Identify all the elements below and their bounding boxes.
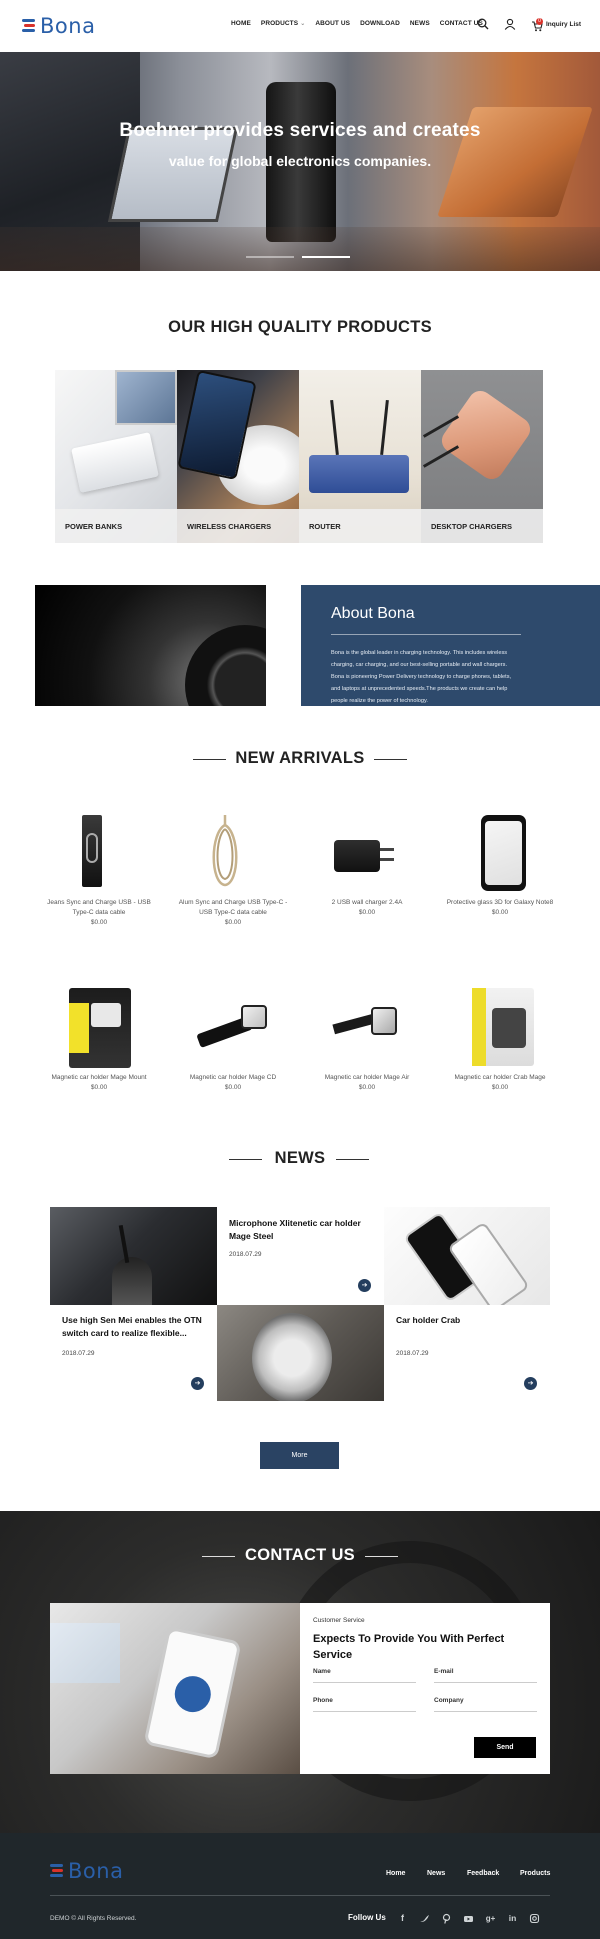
- phone-field[interactable]: Phone: [313, 1697, 416, 1712]
- nav-news[interactable]: NEWS: [409, 20, 430, 27]
- footer-link-home[interactable]: Home: [386, 1870, 406, 1877]
- footer-link-feedback[interactable]: Feedback: [467, 1870, 500, 1877]
- product-name: Alum Sync and Charge USB Type-C - USB Type-C data cable: [178, 899, 288, 916]
- product-price: $0.00: [358, 909, 376, 916]
- product-card[interactable]: [178, 1073, 288, 1093]
- product-card[interactable]: [44, 898, 154, 928]
- news-image-phones[interactable]: [384, 1207, 550, 1305]
- site-footer: [0, 1833, 600, 1939]
- product-card[interactable]: [312, 898, 422, 918]
- slider-dot-1[interactable]: [246, 256, 294, 258]
- product-category-wireless-chargers[interactable]: [177, 370, 299, 543]
- product-name: Protective glass 3D for Galaxy Note8: [446, 899, 554, 906]
- about-divider: [331, 634, 521, 635]
- main-nav: [231, 20, 493, 27]
- customer-service-label: Customer Service: [313, 1617, 365, 1624]
- contact-image: [50, 1603, 300, 1774]
- logo[interactable]: [22, 14, 95, 38]
- product-name: Magnetic car holder Mage Air: [324, 1074, 410, 1081]
- phone-screen: [485, 821, 522, 885]
- logo-text: Bona: [40, 14, 96, 38]
- news-title[interactable]: Use high Sen Mei enables the OTN switch card to realize flexible...: [62, 1315, 202, 1338]
- product-card[interactable]: [445, 1073, 555, 1093]
- product-name: 2 USB wall charger 2.4A: [331, 899, 403, 906]
- product-label: WIRELESS CHARGERS: [177, 509, 299, 543]
- logo-mark-icon: [50, 1863, 63, 1879]
- title-line-right: [374, 759, 407, 760]
- news-date: 2018.07.29: [396, 1350, 429, 1357]
- product-price: $0.00: [491, 1084, 509, 1091]
- product-category-desktop-chargers[interactable]: [421, 370, 543, 543]
- survey-badge: [171, 1673, 214, 1716]
- product-category-router[interactable]: [299, 370, 421, 543]
- product-thumb-wall-charger[interactable]: [334, 838, 396, 874]
- news-title[interactable]: Car holder Crab: [396, 1315, 461, 1325]
- product-name: Jeans Sync and Charge USB - USB Type-C data cable: [47, 899, 151, 916]
- news-title[interactable]: Microphone Xlitenetic car holder Mage Steel: [229, 1218, 361, 1241]
- user-icon[interactable]: [504, 18, 516, 30]
- news-card-1[interactable]: [217, 1207, 384, 1305]
- twitter-icon[interactable]: [419, 1913, 430, 1924]
- footer-logo[interactable]: [50, 1859, 123, 1883]
- product-price: $0.00: [491, 909, 509, 916]
- cable-coil-icon: [205, 813, 245, 893]
- product-thumb-protective-glass[interactable]: [481, 815, 526, 891]
- instagram-icon[interactable]: [529, 1913, 540, 1924]
- footer-divider: [50, 1895, 550, 1896]
- pinterest-icon[interactable]: [441, 1913, 452, 1924]
- products-section-title: OUR HIGH QUALITY PRODUCTS: [168, 318, 432, 336]
- search-icon[interactable]: [477, 18, 489, 30]
- product-category-power-banks[interactable]: [55, 370, 177, 543]
- arrow-right-icon[interactable]: ➔: [358, 1279, 371, 1292]
- news-section-title: NEWS: [274, 1149, 326, 1167]
- linkedin-icon[interactable]: in: [508, 1913, 517, 1923]
- contact-form: [300, 1603, 550, 1774]
- arrivals-section-title: NEW ARRIVALS: [235, 749, 365, 767]
- about-image: [35, 585, 266, 706]
- facebook-icon[interactable]: f: [401, 1913, 404, 1923]
- footer-link-news[interactable]: News: [427, 1870, 446, 1877]
- nav-about-us[interactable]: ABOUT US: [315, 20, 351, 27]
- contact-section-title: CONTACT US: [245, 1546, 355, 1564]
- product-thumb-jeans-cable[interactable]: [82, 815, 102, 887]
- arrow-right-icon[interactable]: ➔: [524, 1377, 537, 1390]
- send-button[interactable]: Send: [474, 1737, 536, 1758]
- package-accent: [69, 1003, 89, 1053]
- youtube-icon[interactable]: [463, 1913, 474, 1924]
- power-bank-image: [71, 432, 159, 493]
- product-name: Magnetic car holder Mage CD: [189, 1074, 277, 1081]
- follow-us-label: Follow Us: [348, 1913, 386, 1922]
- nav-contact-us[interactable]: CONTACT US: [439, 20, 483, 27]
- product-label: POWER BANKS: [55, 509, 177, 543]
- nav-home[interactable]: HOME: [231, 20, 251, 27]
- news-date: 2018.07.29: [62, 1350, 95, 1357]
- inquiry-list-link[interactable]: Inquiry List: [546, 21, 582, 28]
- product-price: $0.00: [90, 919, 108, 926]
- holder-image: [492, 1008, 526, 1048]
- title-line-right: [365, 1556, 398, 1557]
- about-title: About Bona: [331, 605, 415, 622]
- news-card-2[interactable]: [50, 1305, 217, 1403]
- product-name: Magnetic car holder Crab Mage: [454, 1074, 546, 1081]
- product-card[interactable]: [312, 1073, 422, 1093]
- cable-image: [119, 1225, 130, 1263]
- footer-link-products[interactable]: Products: [520, 1870, 551, 1877]
- cable-coil: [86, 833, 98, 863]
- news-date: 2018.07.29: [229, 1251, 262, 1258]
- nav-download[interactable]: DOWNLOAD: [360, 20, 400, 27]
- charger-body: [334, 840, 380, 872]
- phone-image: [143, 1627, 241, 1760]
- product-card[interactable]: [44, 1073, 154, 1093]
- cart-count-badge: 0: [536, 18, 543, 25]
- product-label: ROUTER: [299, 509, 421, 543]
- prong: [380, 858, 394, 861]
- magnet-head: [371, 1007, 397, 1035]
- papers-image: [50, 1623, 120, 1683]
- product-price: $0.00: [224, 919, 242, 926]
- arrow-right-icon[interactable]: ➔: [191, 1377, 204, 1390]
- product-name: Magnetic car holder Mage Mount: [51, 1074, 147, 1081]
- title-line-right: [336, 1159, 369, 1160]
- product-card[interactable]: [178, 898, 288, 928]
- about-panel: [301, 585, 600, 706]
- prong: [380, 848, 394, 851]
- hero-headline: Boehner provides services and creates: [119, 120, 481, 141]
- about-text: Bona is the global leader in charging technology. This includes wireless charging, car charging, and our best-selling portable and wall chargers. Bona is pioneering Power Delivery technology to charge phones, tablets, and laptops at unprecedented speeds.The products we create can help people realize the power of technology.: [331, 650, 512, 704]
- car-holder-image: [185, 625, 266, 706]
- laptop-image: [115, 370, 177, 425]
- news-card-3[interactable]: [384, 1305, 550, 1403]
- product-card[interactable]: [445, 898, 555, 918]
- cable-image: [423, 445, 459, 468]
- product-thumb-mage-air[interactable]: [333, 1003, 399, 1051]
- desktop-charger-image: [437, 386, 534, 483]
- hero-banner: [0, 52, 600, 271]
- product-thumb-mage-cd[interactable]: [197, 1003, 272, 1051]
- product-label: DESKTOP CHARGERS: [421, 509, 543, 543]
- news-image-wireless-stand[interactable]: [217, 1305, 384, 1401]
- hero-table: [0, 227, 600, 271]
- antenna-left: [330, 400, 339, 455]
- contact-heading: Expects To Provide You With Perfect Service: [313, 1633, 505, 1661]
- email-field[interactable]: E-mail: [434, 1668, 537, 1683]
- chevron-down-icon[interactable]: ⌄: [300, 21, 306, 27]
- product-thumb-alum-cable[interactable]: [205, 813, 245, 893]
- product-thumb-crab-mage[interactable]: [472, 988, 534, 1066]
- google-plus-icon[interactable]: g+: [485, 1914, 496, 1923]
- nav-products[interactable]: PRODUCTS: [260, 20, 299, 27]
- magnet-head: [241, 1005, 267, 1029]
- product-thumb-mage-mount[interactable]: [69, 988, 131, 1068]
- router-image: [309, 455, 409, 493]
- logo-mark-icon: [22, 18, 35, 34]
- logo-text: Bona: [68, 1859, 124, 1883]
- copyright-text: DEMO © All Rights Reserved.: [50, 1915, 137, 1922]
- news-image-car-charger[interactable]: [50, 1207, 217, 1305]
- holder-image: [91, 1003, 121, 1027]
- product-price: $0.00: [224, 1084, 242, 1091]
- stand-image: [252, 1313, 332, 1401]
- slider-dot-2-active[interactable]: [302, 256, 350, 258]
- charger-image: [112, 1257, 152, 1305]
- antenna-right: [380, 400, 389, 455]
- product-price: $0.00: [358, 1084, 376, 1091]
- more-button[interactable]: More: [260, 1442, 339, 1469]
- company-field[interactable]: Company: [434, 1697, 537, 1712]
- vent-clip: [332, 1014, 375, 1035]
- site-header: [0, 0, 600, 52]
- hero-subheadline: value for global electronics companies.: [168, 153, 432, 169]
- package-accent: [472, 988, 486, 1066]
- name-field[interactable]: Name: [313, 1668, 416, 1683]
- product-price: $0.00: [90, 1084, 108, 1091]
